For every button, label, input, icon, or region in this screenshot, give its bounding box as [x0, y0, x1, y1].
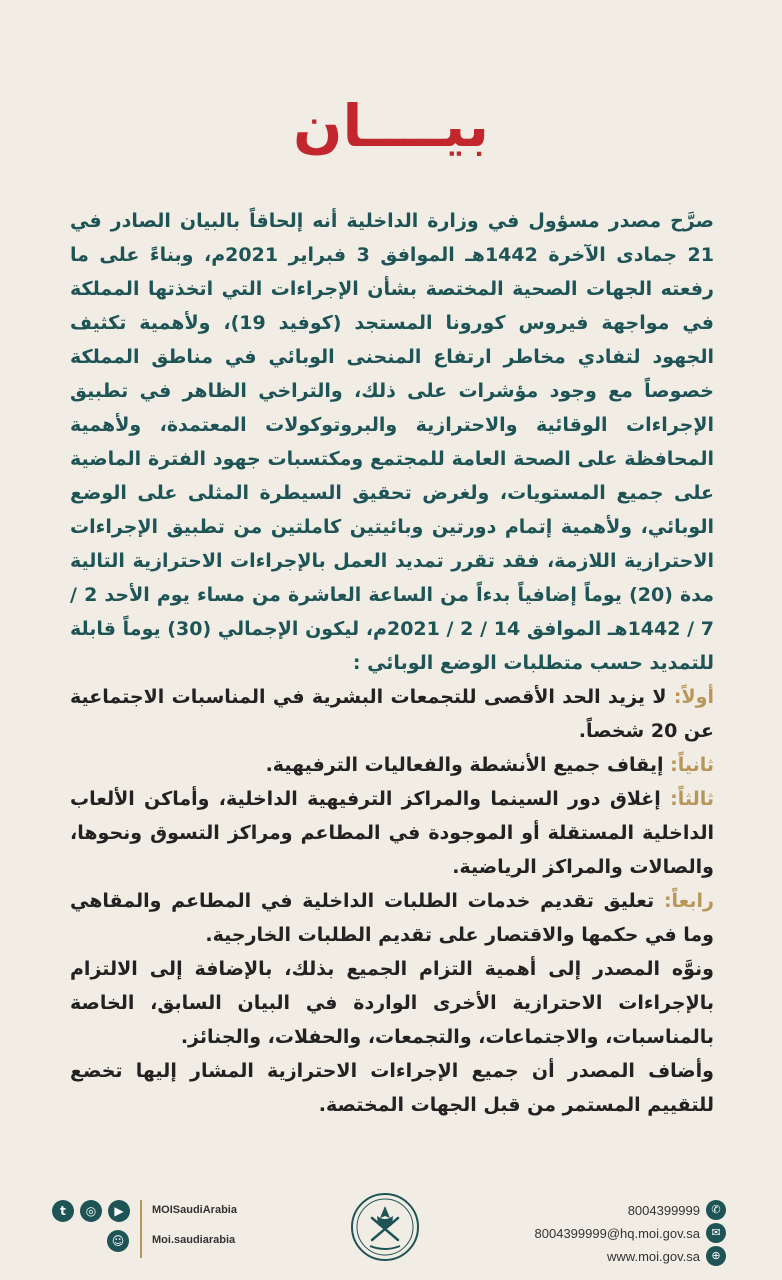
phone-number: 8004399999 [627, 1202, 700, 1218]
measure-label: رابعاً: [663, 890, 714, 912]
closing-paragraph-2: وأضاف المصدر أن جميع الإجراءات الاحترازية المشار إليها تخضع للتقييم المستمر من قبل الجهات المختصة. [70, 1060, 714, 1116]
measure-text: لا يزيد الحد الأقصى للتجمعات البشرية في المناسبات الاجتماعية عن 20 شخصاً. [70, 686, 714, 742]
measure-label: ثانياً: [670, 754, 714, 776]
snapchat-handle[interactable]: Moi.saudiarabia [152, 1234, 236, 1246]
email-contact[interactable] [535, 1223, 726, 1243]
social-handle[interactable]: MOISaudiArabia [152, 1204, 237, 1216]
website-url: www.moi.gov.sa [607, 1248, 700, 1264]
youtube-icon[interactable]: ▶ [108, 1200, 130, 1222]
measure-item-4 [70, 884, 714, 952]
measures-section [70, 680, 714, 1122]
intro-paragraph: صرَّح مصدر مسؤول في وزارة الداخلية أنه إلحاقاً بالبيان الصادر في 21 جمادى الآخرة 1442هـ الموافق 3 فبراير 2021م، وبناءً على ما رفعته الجهات الصحية المختصة بشأن الإجراءات التي اتخذتها المملكة في مواجهة فيروس كورونا المستجد (كوفيد 19)، ولأهمية تكثيف الجهود لتفادي مخاطر ارتفاع المنحنى الوبائي في مناطق المملكة خصوصاً مع وجود مؤشرات على ذلك، والتراخي الظاهر في تطبيق الإجراءات الوقائية والاحترازية والبروتوكولات المعتمدة، ولأهمية المحافظة على الصحة العامة للمجتمع ومكتسبات جهود الفترة الماضية على جميع المستويات، ولغرض تحقيق السيطرة المثلى على الوضع الوبائي، ولأهمية إتمام دورتين وبائيتين كاملتين من تطبيق الإجراءات الاحترازية اللازمة، فقد تقرر تمديد العمل بالإجراءات الاحترازية التالية مدة (20) يوماً إضافياً بدءاً من الساعة العاشرة من مساء يوم الأحد 2 / 7 / 1442هـ الموافق 14 / 2 / 2021م، ليكون الإجمالي (30) يوماً قابلة للتمديد حسب متطلبات الوضع الوبائي : [70, 210, 715, 674]
social-icons [52, 1200, 130, 1222]
measure-item-3 [70, 782, 714, 884]
website-contact[interactable] [607, 1246, 726, 1266]
moi-emblem-icon [350, 1192, 420, 1262]
snapchat-wrap [107, 1230, 129, 1252]
twitter-icon[interactable]: t [52, 1200, 74, 1222]
instagram-icon[interactable]: ◎ [80, 1200, 102, 1222]
measure-text: إيقاف جميع الأنشطة والفعاليات الترفيهية. [265, 754, 671, 776]
page-title: بيــــان [292, 92, 490, 160]
measure-label: ثالثاً: [670, 788, 714, 810]
closing-paragraph-1: ونوَّه المصدر إلى أهمية التزام الجميع بذلك، بالإضافة إلى الالتزام بالإجراءات الاحترازية الأخرى الواردة في البيان السابق، الخاصة بالمناسبات، والاجتماعات، والتجمعات، والحفلات، والجنائز. [70, 958, 714, 1048]
measure-label: أولاً: [673, 686, 714, 708]
footer [0, 1190, 782, 1270]
footer-divider [140, 1200, 142, 1258]
email-address: 8004399999@hq.moi.gov.sa [534, 1225, 700, 1241]
measure-text: تعليق تقديم خدمات الطلبات الداخلية في المطاعم والمقاهي وما في حكمها والاقتصار على تقديم الطلبات الخارجية. [70, 890, 714, 946]
whatsapp-icon: ✆ [706, 1200, 726, 1220]
globe-icon: ⊕ [706, 1246, 726, 1266]
snapchat-icon[interactable]: ☺ [107, 1230, 129, 1252]
measure-text: إغلاق دور السينما والمراكز الترفيهية الداخلية، وأماكن الألعاب الداخلية المستقلة أو الموجودة في المطاعم ومراكز التسوق ونحوها، والصالات والمراكز الرياضية. [70, 788, 714, 878]
measure-item-2 [70, 748, 714, 782]
email-icon: ✉ [706, 1223, 726, 1243]
phone-contact[interactable] [628, 1200, 726, 1220]
measure-item-1 [70, 680, 714, 748]
